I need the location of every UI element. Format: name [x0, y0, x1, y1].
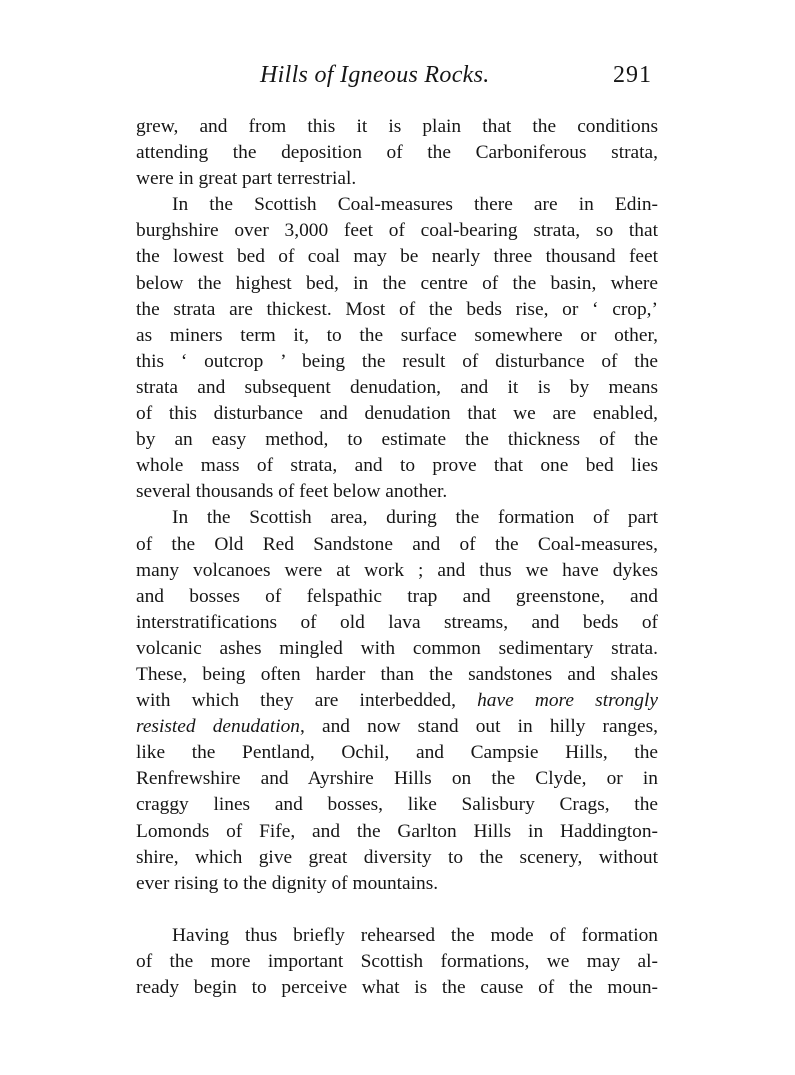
text-line: by an easy method, to estimate the thickness of the: [136, 429, 658, 451]
text-line: strata and subsequent denudation, and it is by means: [136, 376, 658, 398]
text-line: In the Scottish Coal-measures there are in Edin-: [172, 194, 658, 216]
text-line: with which they are interbedded, have more strongly: [136, 690, 658, 712]
italic-phrase: resisted denudation: [136, 716, 300, 738]
text-line: of the Old Red Sandstone and of the Coal-measures,: [136, 533, 658, 555]
text-line: These, being often harder than the sandstones and shales: [136, 663, 658, 685]
body-text: [136, 114, 658, 1001]
paragraph: [136, 114, 658, 192]
text-line: as miners term it, to the surface somewhere or other,: [136, 324, 658, 346]
text-line: resisted denudation, and now stand out in hilly ranges,: [136, 716, 658, 738]
text-line: Having thus briefly rehearsed the mode of formation: [172, 924, 658, 946]
paragraph: [136, 505, 658, 896]
italic-phrase: have more strongly: [477, 690, 658, 712]
text-line: ready begin to perceive what is the cause of the moun-: [136, 977, 658, 998]
paragraph: [136, 923, 658, 1001]
text-line: several thousands of feet below another.: [136, 481, 448, 503]
text-line: and bosses of felspathic trap and greenstone, and: [136, 585, 658, 607]
text-line: burghshire over 3,000 feet of coal-bearing strata, so that: [136, 220, 658, 242]
text-line: interstratifications of old lava streams, and beds of: [136, 611, 658, 633]
text-line: shire, which give great diversity to the scenery, without: [136, 846, 658, 868]
text-line: the lowest bed of coal may be nearly three thousand feet: [136, 246, 658, 268]
text-line: Renfrewshire and Ayrshire Hills on the Clyde, or in: [136, 768, 658, 790]
book-page: [136, 0, 658, 1075]
text-line: below the highest bed, in the centre of the basin, where: [136, 272, 658, 294]
paragraph: [136, 192, 658, 505]
section-gap: [136, 897, 658, 923]
text-line: whole mass of strata, and to prove that one bed lies: [136, 455, 658, 477]
text-line: of the more important Scottish formations, we may al-: [136, 950, 658, 972]
text-line: of this disturbance and denudation that we are enabled,: [136, 403, 658, 425]
text-line: the strata are thickest. Most of the beds rise, or ‘ crop,’: [136, 298, 658, 320]
text-line: this ‘ outcrop ’ being the result of disturbance of the: [136, 350, 658, 372]
text-line: like the Pentland, Ochil, and Campsie Hills, the: [136, 742, 658, 764]
text-line: grew, and from this it is plain that the conditions: [136, 116, 658, 137]
text-line: Lomonds of Fife, and the Garlton Hills in Haddington-: [136, 820, 658, 842]
page-header: [136, 62, 658, 96]
text-line: were in great part terrestrial.: [136, 168, 357, 190]
text-line: volcanic ashes mingled with common sedimentary strata.: [136, 637, 658, 659]
page-number: 291: [613, 62, 652, 88]
running-head: Hills of Igneous Rocks.: [260, 62, 490, 88]
text-line: attending the deposition of the Carboniferous strata,: [136, 142, 658, 164]
text-line: many volcanoes were at work ; and thus we have dykes: [136, 559, 658, 581]
text-line: In the Scottish area, during the formation of part: [172, 507, 658, 529]
text-line: craggy lines and bosses, like Salisbury Crags, the: [136, 794, 658, 816]
text-line: ever rising to the dignity of mountains.: [136, 872, 439, 894]
